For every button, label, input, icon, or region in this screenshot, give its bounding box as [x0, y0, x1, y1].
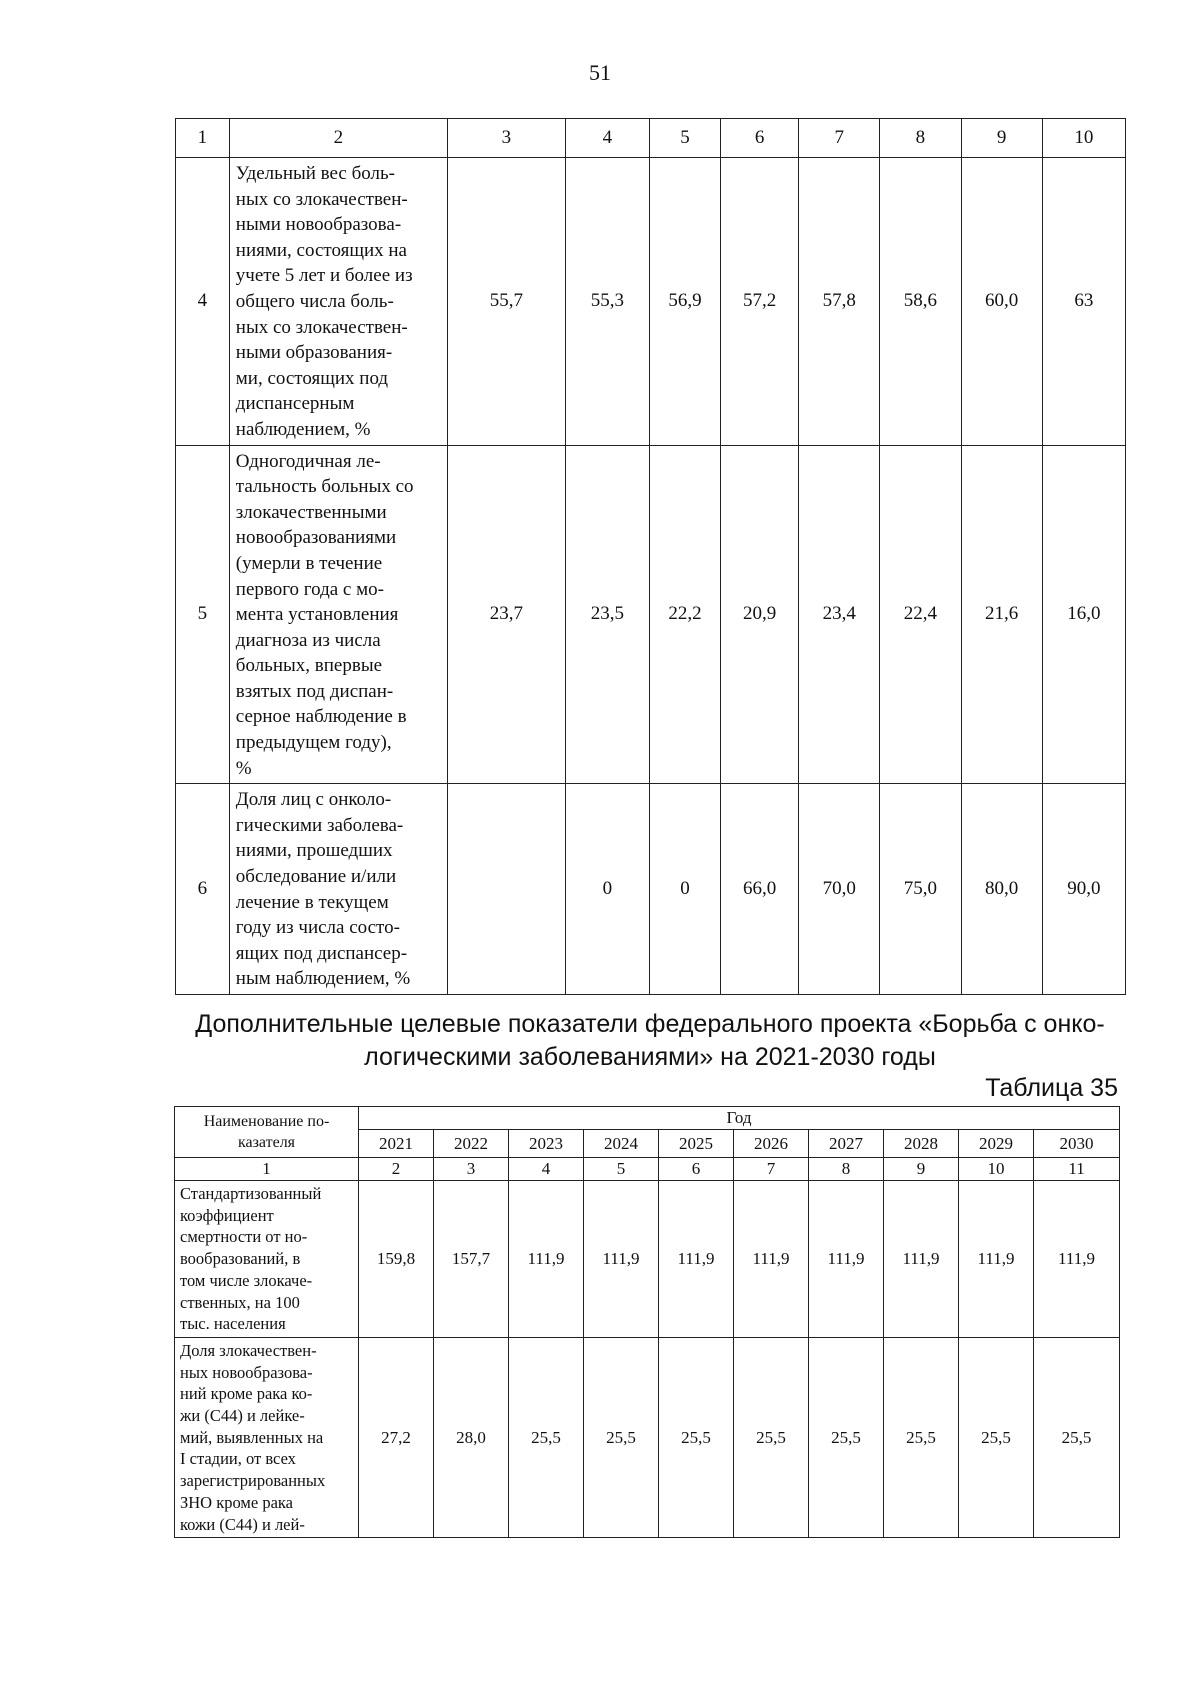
- desc-line: больных, впервые: [235, 655, 383, 677]
- desc-line: первого года с мо-: [235, 578, 384, 600]
- value-cell: 55,7: [447, 158, 565, 446]
- desc-line: мий, выявленных на: [180, 1427, 324, 1447]
- desc-line: взятых под диспан-: [235, 680, 394, 702]
- additional-indicators-table: [174, 1106, 1120, 1538]
- value-cell: 75,0: [880, 784, 961, 995]
- row-number: 4: [176, 158, 230, 446]
- desc-line: мента установления: [235, 604, 399, 626]
- column-number: 10: [1042, 119, 1125, 158]
- value-cell: 23,4: [799, 445, 880, 784]
- desc-line: Удельный вес боль-: [235, 163, 396, 184]
- desc-line: Стандартизованный: [180, 1184, 322, 1203]
- column-number: 7: [734, 1158, 809, 1181]
- year-header: 2025: [659, 1130, 734, 1158]
- table-row: [175, 1337, 1120, 1537]
- value-cell: 25,5: [1034, 1337, 1120, 1537]
- desc-line: ниями, состоящих на: [235, 239, 407, 261]
- value-cell: 57,8: [799, 158, 880, 446]
- value-cell: 25,5: [809, 1337, 884, 1537]
- year-header: 2029: [959, 1130, 1034, 1158]
- table-row: [176, 784, 1126, 995]
- value-cell: 25,5: [509, 1337, 584, 1537]
- desc-line: предыдущем году),: [235, 732, 392, 754]
- value-cell: 25,5: [884, 1337, 959, 1537]
- value-cell: 22,2: [649, 445, 720, 784]
- indicator-description: [175, 1337, 359, 1537]
- column-number: 2: [359, 1158, 434, 1181]
- value-cell: 25,5: [659, 1337, 734, 1537]
- desc-line: тыс. населения: [180, 1314, 286, 1334]
- value-cell: 159,8: [359, 1181, 434, 1338]
- value-cell: 20,9: [721, 445, 799, 784]
- desc-line: общего числа боль-: [235, 290, 394, 312]
- value-cell: 80,0: [961, 784, 1042, 995]
- value-cell: 111,9: [884, 1181, 959, 1338]
- value-cell: 58,6: [880, 158, 961, 446]
- column-number: 8: [809, 1158, 884, 1181]
- desc-line: ными образования-: [235, 342, 393, 364]
- desc-line: тальность больных со: [235, 476, 414, 498]
- value-cell: 111,9: [584, 1181, 659, 1338]
- value-cell: [447, 784, 565, 995]
- desc-line: новообразованиями: [235, 527, 397, 549]
- year-header: 2023: [509, 1130, 584, 1158]
- value-cell: 60,0: [961, 158, 1042, 446]
- desc-line: ных со злокачествен-: [235, 188, 408, 210]
- desc-line: том числе злокаче-: [180, 1270, 313, 1290]
- column-number: 10: [959, 1158, 1034, 1181]
- value-cell: 0: [649, 784, 720, 995]
- desc-line: ний кроме рака ко-: [180, 1384, 313, 1404]
- year-group-header: Год: [359, 1107, 1120, 1130]
- value-cell: 111,9: [959, 1181, 1034, 1338]
- column-number: 2: [229, 119, 447, 158]
- value-cell: 23,5: [565, 445, 649, 784]
- value-cell: 57,2: [721, 158, 799, 446]
- title-line: логическими заболеваниями» на 2021-2030 годы: [364, 1043, 936, 1071]
- desc-line: коэффициент: [180, 1205, 274, 1225]
- year-header: 2027: [809, 1130, 884, 1158]
- value-cell: 25,5: [734, 1337, 809, 1537]
- value-cell: 63: [1042, 158, 1125, 446]
- row-number: 6: [176, 784, 230, 995]
- indicators-table-continued: [175, 118, 1126, 995]
- desc-line: учете 5 лет и более из: [235, 265, 413, 287]
- year-header: 2022: [434, 1130, 509, 1158]
- desc-line: диспансерным: [235, 393, 355, 415]
- table-row: [176, 445, 1126, 784]
- table-header-row: [175, 1107, 1120, 1130]
- value-cell: 111,9: [509, 1181, 584, 1338]
- column-number: 9: [884, 1158, 959, 1181]
- desc-line: ных со злокачествен-: [235, 316, 408, 338]
- desc-line: обследование и/или: [235, 866, 397, 888]
- desc-line: зарегистрированных: [180, 1471, 326, 1491]
- title-line: Дополнительные целевые показатели федерального проекта «Борьба с онко-: [195, 1010, 1105, 1038]
- desc-line: диагноза из числа: [235, 629, 381, 651]
- table-row: [175, 1181, 1120, 1338]
- desc-line: ными новообразова-: [235, 214, 402, 236]
- section-title: [170, 1008, 1130, 1074]
- indicator-description: [229, 784, 447, 995]
- desc-line: злокачественными: [235, 501, 387, 523]
- column-numbers-row: [175, 1158, 1120, 1181]
- table-header-row: [176, 119, 1126, 158]
- desc-line: наблюдением, %: [235, 418, 371, 440]
- indicator-description: [175, 1181, 359, 1338]
- value-cell: 157,7: [434, 1181, 509, 1338]
- desc-line: жи (С44) и лейке-: [180, 1406, 305, 1426]
- value-cell: 56,9: [649, 158, 720, 446]
- desc-line: ми, состоящих под: [235, 367, 389, 389]
- year-header: 2028: [884, 1130, 959, 1158]
- desc-line: смертности от но-: [180, 1227, 308, 1247]
- value-cell: 23,7: [447, 445, 565, 784]
- row-number: 5: [176, 445, 230, 784]
- desc-line: серное наблюдение в: [235, 706, 407, 728]
- value-cell: 21,6: [961, 445, 1042, 784]
- value-cell: 25,5: [584, 1337, 659, 1537]
- desc-line: ным наблюдением, %: [235, 968, 411, 990]
- year-header: 2021: [359, 1130, 434, 1158]
- column-number: 7: [799, 119, 880, 158]
- column-number: 1: [176, 119, 230, 158]
- column-number: 9: [961, 119, 1042, 158]
- desc-line: (умерли в течение: [235, 552, 383, 574]
- value-cell: 22,4: [880, 445, 961, 784]
- value-cell: 66,0: [721, 784, 799, 995]
- desc-line: году из числа состо-: [235, 917, 400, 939]
- value-cell: 111,9: [734, 1181, 809, 1338]
- desc-line: Доля лиц с онколо-: [235, 789, 392, 811]
- value-cell: 70,0: [799, 784, 880, 995]
- column-number: 11: [1034, 1158, 1120, 1181]
- desc-line: Одногодичная ле-: [235, 450, 381, 472]
- column-number: 3: [434, 1158, 509, 1181]
- desc-line: лечение в текущем: [235, 891, 389, 913]
- column-number: 8: [880, 119, 961, 158]
- column-number: 4: [565, 119, 649, 158]
- column-number: 6: [659, 1158, 734, 1181]
- year-header: 2026: [734, 1130, 809, 1158]
- column-number: 4: [509, 1158, 584, 1181]
- desc-line: ственных, на 100: [180, 1292, 300, 1312]
- value-cell: 111,9: [809, 1181, 884, 1338]
- desc-line: вообразований, в: [180, 1249, 301, 1269]
- desc-line: кожи (С44) и лей-: [180, 1514, 305, 1534]
- indicator-description: [229, 158, 447, 446]
- desc-line: ниями, прошедших: [235, 840, 393, 862]
- desc-line: I стадии, от всех: [180, 1449, 296, 1469]
- value-cell: 111,9: [1034, 1181, 1120, 1338]
- value-cell: 0: [565, 784, 649, 995]
- desc-line: %: [235, 757, 252, 779]
- table-caption: Таблица 35: [985, 1074, 1118, 1102]
- value-cell: 90,0: [1042, 784, 1125, 995]
- desc-line: гическими заболева-: [235, 814, 404, 836]
- indicator-name-header: Наименование по-казателя: [175, 1107, 359, 1158]
- page-number: 51: [589, 60, 611, 85]
- value-cell: 27,2: [359, 1337, 434, 1537]
- desc-line: ных новообразова-: [180, 1362, 313, 1382]
- value-cell: 55,3: [565, 158, 649, 446]
- desc-line: ЗНО кроме рака: [180, 1492, 293, 1512]
- desc-line: ящих под диспансер-: [235, 942, 408, 964]
- value-cell: 25,5: [959, 1337, 1034, 1537]
- year-header: 2024: [584, 1130, 659, 1158]
- year-header: 2030: [1034, 1130, 1120, 1158]
- column-number: 3: [447, 119, 565, 158]
- table-row: [176, 158, 1126, 446]
- column-number: 6: [721, 119, 799, 158]
- column-number: 5: [584, 1158, 659, 1181]
- value-cell: 16,0: [1042, 445, 1125, 784]
- column-number: 1: [175, 1158, 359, 1181]
- column-number: 5: [649, 119, 720, 158]
- indicator-description: [229, 445, 447, 784]
- desc-line: Доля злокачествен-: [180, 1340, 317, 1360]
- value-cell: 111,9: [659, 1181, 734, 1338]
- value-cell: 28,0: [434, 1337, 509, 1537]
